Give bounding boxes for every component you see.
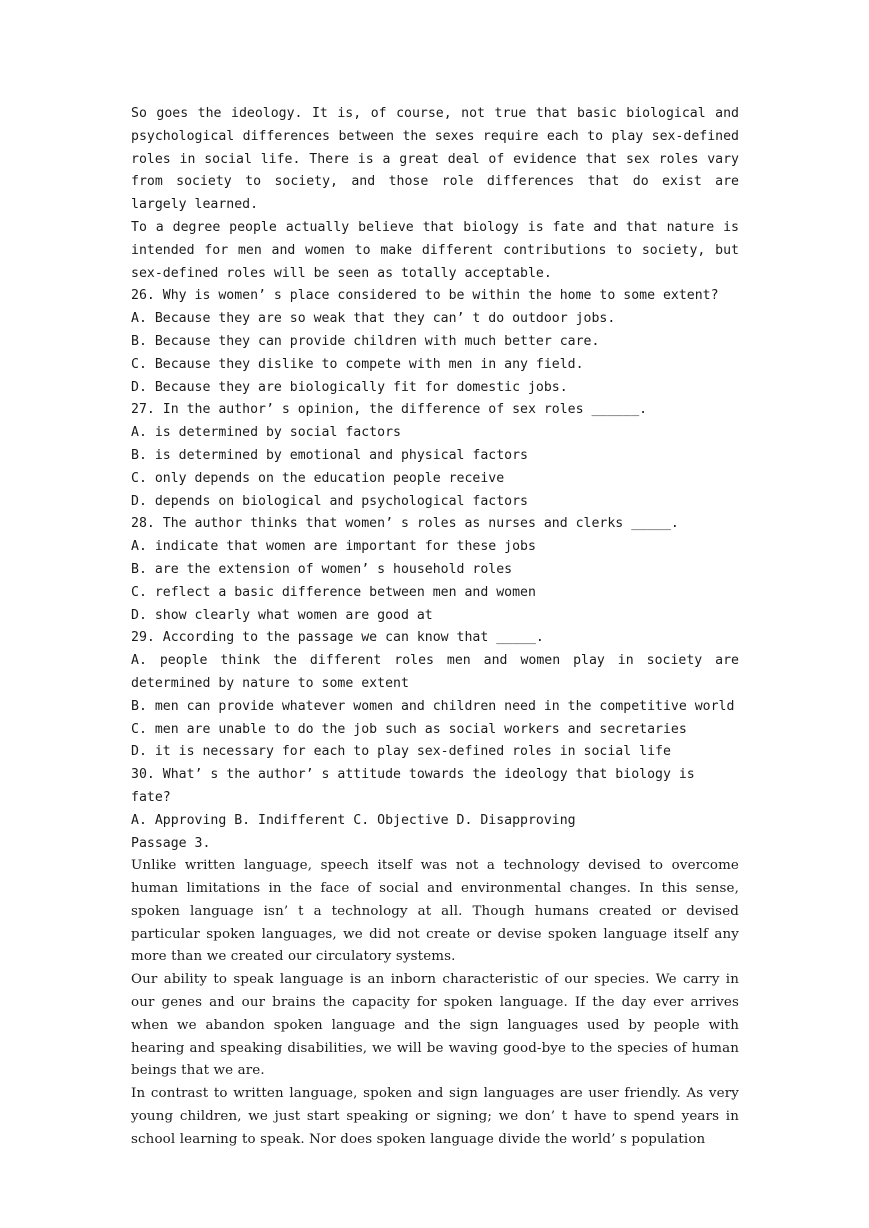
document-page: [131, 103, 739, 1152]
passage-paragraph: So goes the ideology. It is, of course, not true that basic biological and psychological differences between the sexes require each to play sex-defined roles in social life. There is a great deal of evidence that sex roles vary from society to society, and those role differences that do exist are largely learned.: [131, 106, 739, 213]
question-stem: 26. Why is women’ s place considered to be within the home to some extent?: [131, 288, 719, 304]
answer-option: B. men can provide whatever women and children need in the competitive world: [131, 698, 735, 714]
passage-paragraph: To a degree people actually believe that biology is fate and that nature is intended for men and women to make different contributions to society, but sex-defined roles will be seen as totally acceptable.: [131, 219, 739, 281]
answer-option: A. Approving B. Indifferent C. Objective D. Disapproving: [131, 812, 576, 828]
question-stem: 27. In the author’ s opinion, the difference of sex roles ______.: [131, 402, 648, 418]
answer-option: C. men are unable to do the job such as social workers and secretaries: [131, 721, 687, 737]
answer-option: B. is determined by emotional and physical factors: [131, 447, 528, 463]
answer-option: D. Because they are biologically fit for domestic jobs.: [131, 379, 568, 395]
answer-option: A. indicate that women are important for these jobs: [131, 539, 536, 555]
answer-option: C. Because they dislike to compete with men in any field.: [131, 356, 584, 372]
answer-option: A. is determined by social factors: [131, 425, 401, 441]
answer-option: B. are the extension of women’ s household roles: [131, 561, 513, 577]
answer-option: D. it is necessary for each to play sex-defined roles in social life: [131, 744, 671, 760]
passage-heading: Passage 3.: [131, 835, 211, 851]
question-stem: 28. The author thinks that women’ s roles as nurses and clerks _____.: [131, 516, 679, 532]
answer-option: A. people think the different roles men and women play in society are determined by nature to some extent: [131, 653, 739, 691]
question-stem: 30. What’ s the author’ s attitude towards the ideology that biology is fate?: [131, 767, 695, 805]
question-stem: 29. According to the passage we can know that _____.: [131, 630, 544, 646]
passage-paragraph: Our ability to speak language is an inborn characteristic of our species. We carry in our genes and our brains the capacity for spoken language. If the day ever arrives when we abandon spoken language and the sign languages used by people with hearing and speaking disabilities, we will be waving good-bye to the species of human beings that we are.: [131, 972, 739, 1079]
passage-3-body: [131, 855, 739, 1151]
answer-option: B. Because they can provide children with much better care.: [131, 333, 600, 349]
answer-option: A. Because they are so weak that they can’ t do outdoor jobs.: [131, 311, 616, 327]
answer-option: C. reflect a basic difference between men and women: [131, 584, 536, 600]
answer-option: C. only depends on the education people receive: [131, 470, 505, 486]
answer-option: D. show clearly what women are good at: [131, 607, 433, 623]
answer-option: D. depends on biological and psychological factors: [131, 493, 528, 509]
passage-paragraph: In contrast to written language, spoken and sign languages are user friendly. As very young children, we just start speaking or signing; we don’ t have to spend years in school learning to speak. Nor does spoken language divide the world’ s population: [131, 1086, 739, 1147]
passage-paragraph: Unlike written language, speech itself was not a technology devised to overcome human limitations in the face of social and environmental changes. In this sense, spoken language isn’ t a technology at all. Though humans created or devised particular spoken languages, we did not create or devise spoken language itself any more than we created our circulatory systems.: [131, 858, 739, 965]
